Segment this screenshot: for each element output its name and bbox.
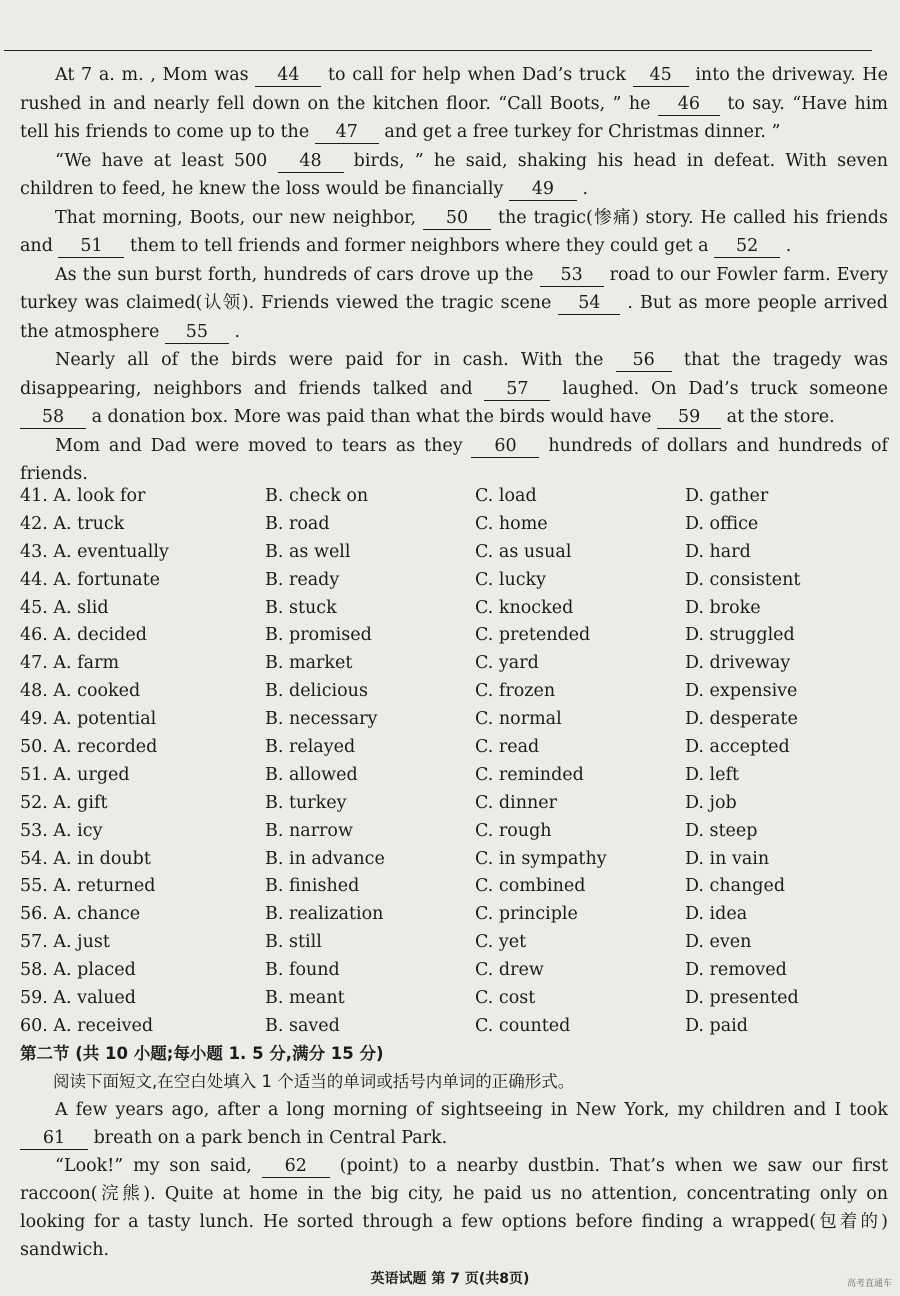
option-text: C. rough	[475, 820, 552, 841]
question-number: 47.	[20, 653, 48, 674]
option-c	[475, 539, 685, 567]
option-d	[685, 1013, 888, 1041]
question-row	[20, 762, 888, 790]
text: “We have at least 500	[55, 150, 278, 171]
option-d	[685, 511, 888, 539]
text: that the tragedy was disappearing, neighbors and friends talked and	[20, 350, 888, 399]
option-text: C. yard	[475, 653, 539, 674]
text: road to our Fowler farm. Every turkey was claimed(认领). Friends viewed the tragic scene	[20, 264, 888, 313]
option-b	[265, 818, 475, 846]
option-b	[265, 595, 475, 623]
question-number: 54.	[20, 848, 48, 869]
option-a	[20, 818, 265, 846]
option-text: C. drew	[475, 960, 544, 981]
top-rule	[4, 50, 872, 51]
question-row	[20, 706, 888, 734]
text: Nearly all of the birds were paid for in cash. With the	[55, 350, 616, 370]
option-a	[20, 762, 265, 790]
text: Mom and Dad were moved to tears as they	[55, 435, 472, 456]
option-text: A. valued	[53, 988, 136, 1009]
option-d	[685, 873, 888, 901]
option-text: C. lucky	[475, 569, 547, 590]
option-b	[265, 734, 475, 762]
option-text: A. look for	[53, 486, 146, 506]
blank-50: 50	[423, 207, 491, 230]
option-b	[265, 901, 475, 929]
option-text: B. saved	[265, 1015, 340, 1036]
option-a	[20, 511, 265, 539]
option-text: C. principle	[475, 904, 578, 925]
option-text: B. finished	[265, 876, 360, 897]
option-text: A. placed	[53, 960, 136, 981]
option-b	[265, 846, 475, 874]
option-text: A. icy	[53, 820, 103, 841]
option-b	[265, 650, 475, 678]
question-number: 57.	[20, 932, 48, 953]
answer-options-table	[20, 483, 888, 1041]
option-c	[475, 650, 685, 678]
option-text: D. desperate	[685, 709, 798, 730]
option-text: D. office	[685, 513, 759, 534]
paragraph-6	[20, 432, 888, 489]
option-text: D. expensive	[685, 681, 798, 702]
cloze-passage	[20, 61, 888, 489]
option-text: C. load	[475, 486, 537, 506]
option-text: B. still	[265, 932, 322, 953]
text: and get a free turkey for Christmas dinner. ”	[378, 122, 781, 142]
option-text: D. idea	[685, 904, 748, 925]
option-d	[685, 595, 888, 623]
option-c	[475, 818, 685, 846]
blank-44: 44	[255, 64, 321, 87]
question-row	[20, 567, 888, 595]
option-text: A. truck	[53, 513, 125, 534]
option-text: C. yet	[475, 932, 527, 953]
option-d	[685, 734, 888, 762]
option-text: A. gift	[53, 792, 108, 813]
text: to call for help when Dad’s truck	[321, 65, 633, 85]
option-text: A. urged	[53, 764, 130, 785]
option-b	[265, 790, 475, 818]
question-number: 51.	[20, 764, 48, 785]
option-d	[685, 650, 888, 678]
text: hundreds of dollars and hundreds of friends.	[20, 435, 888, 484]
option-text: C. normal	[475, 709, 562, 730]
option-text: B. road	[265, 513, 330, 534]
option-a	[20, 957, 265, 985]
question-number: 55.	[20, 876, 48, 897]
section-instruction: 阅读下面短文,在空白处填入 1 个适当的单词或括号内单词的正确形式。	[53, 1072, 575, 1091]
option-text: A. in doubt	[53, 848, 151, 869]
option-text: A. potential	[53, 709, 157, 730]
option-text: D. accepted	[685, 737, 790, 758]
option-text: A. decided	[53, 625, 147, 646]
option-text: A. just	[53, 932, 110, 953]
option-a	[20, 622, 265, 650]
option-c	[475, 790, 685, 818]
blank-51: 51	[58, 235, 124, 258]
blank-52: 52	[714, 235, 780, 258]
option-b	[265, 706, 475, 734]
option-b	[265, 483, 475, 511]
question-number: 49.	[20, 709, 48, 730]
paragraph-4	[20, 261, 888, 347]
option-text: B. as well	[265, 541, 351, 562]
option-text: C. in sympathy	[475, 848, 607, 869]
blank-46: 46	[658, 93, 720, 116]
option-b	[265, 678, 475, 706]
option-text: A. received	[53, 1015, 154, 1036]
blank-60: 60	[471, 435, 539, 458]
question-number: 53.	[20, 820, 48, 841]
option-text: C. knocked	[475, 597, 574, 618]
option-d	[685, 622, 888, 650]
option-text: B. promised	[265, 625, 372, 646]
option-text: C. home	[475, 513, 548, 534]
option-text: B. meant	[265, 988, 345, 1009]
text: breath on a park bench in Central Park.	[88, 1128, 448, 1148]
question-number: 44.	[20, 569, 48, 590]
text: birds, ” he said, shaking his head in defeat. With seven children to feed, he knew the loss would be financially	[20, 150, 888, 199]
paragraph-3	[20, 204, 888, 261]
question-row	[20, 818, 888, 846]
blank-54: 54	[558, 292, 620, 315]
option-d	[685, 567, 888, 595]
option-text: B. market	[265, 653, 353, 674]
option-text: D. removed	[685, 960, 787, 981]
question-number: 42.	[20, 513, 48, 534]
option-a	[20, 985, 265, 1013]
blank-59: 59	[657, 406, 721, 429]
option-d	[685, 539, 888, 567]
option-c	[475, 595, 685, 623]
option-d	[685, 706, 888, 734]
text: . But as more people arrived the atmosphere	[20, 293, 888, 342]
option-b	[265, 985, 475, 1013]
option-a	[20, 790, 265, 818]
option-text: C. counted	[475, 1015, 571, 1036]
option-d	[685, 985, 888, 1013]
question-row	[20, 985, 888, 1013]
option-text: B. turkey	[265, 792, 347, 813]
text: That morning, Boots, our new neighbor,	[55, 207, 424, 228]
option-text: D. driveway	[685, 653, 791, 674]
blank-57: 57	[484, 378, 550, 401]
option-d	[685, 762, 888, 790]
question-row	[20, 678, 888, 706]
question-row	[20, 846, 888, 874]
option-c	[475, 567, 685, 595]
option-c	[475, 511, 685, 539]
option-text: D. consistent	[685, 569, 801, 590]
text: A few years ago, after a long morning of sightseeing in New York, my children and I took	[55, 1100, 888, 1120]
option-text: C. combined	[475, 876, 586, 897]
option-c	[475, 873, 685, 901]
option-a	[20, 678, 265, 706]
section2-paragraph-2	[20, 1152, 888, 1264]
option-text: D. left	[685, 764, 739, 785]
option-b	[265, 539, 475, 567]
blank-58: 58	[20, 406, 86, 429]
blank-47: 47	[315, 121, 379, 144]
blank-55: 55	[165, 321, 229, 344]
question-row	[20, 650, 888, 678]
option-a	[20, 1013, 265, 1041]
corner-watermark: 高考直通车	[846, 1279, 892, 1289]
text: them to tell friends and former neighbors where they could get a	[124, 236, 715, 256]
paragraph-5	[20, 346, 888, 432]
option-a	[20, 567, 265, 595]
question-row	[20, 595, 888, 623]
option-c	[475, 929, 685, 957]
option-text: A. slid	[53, 597, 109, 618]
text: the tragic(惨痛) story. He called his friends and	[20, 207, 888, 256]
option-d	[685, 483, 888, 511]
option-text: C. read	[475, 737, 540, 758]
question-row	[20, 1013, 888, 1041]
question-number: 50.	[20, 737, 48, 758]
blank-61: 61	[20, 1127, 88, 1150]
option-text: D. presented	[685, 988, 799, 1009]
option-text: D. hard	[685, 541, 751, 562]
option-c	[475, 622, 685, 650]
option-a	[20, 595, 265, 623]
option-text: C. frozen	[475, 681, 556, 702]
question-number: 56.	[20, 904, 48, 925]
option-text: A. fortunate	[53, 569, 160, 590]
question-row	[20, 790, 888, 818]
option-c	[475, 706, 685, 734]
option-text: A. chance	[53, 904, 141, 925]
option-c	[475, 1013, 685, 1041]
option-d	[685, 957, 888, 985]
paragraph-1	[20, 61, 888, 147]
option-a	[20, 539, 265, 567]
option-d	[685, 678, 888, 706]
option-c	[475, 678, 685, 706]
text: As the sun burst forth, hundreds of cars drove up the	[55, 264, 540, 285]
blank-45: 45	[633, 64, 689, 87]
blank-56: 56	[616, 349, 672, 372]
section2-paragraph-1	[20, 1096, 888, 1152]
option-c	[475, 957, 685, 985]
question-number: 41.	[20, 486, 48, 506]
option-b	[265, 873, 475, 901]
option-c	[475, 762, 685, 790]
option-b	[265, 762, 475, 790]
option-text: B. narrow	[265, 820, 353, 841]
option-text: C. as usual	[475, 541, 572, 562]
text: at the store.	[721, 407, 835, 427]
blank-48: 48	[278, 150, 344, 173]
question-number: 45.	[20, 597, 48, 618]
question-row	[20, 901, 888, 929]
option-text: B. delicious	[265, 681, 368, 702]
option-text: D. job	[685, 792, 737, 813]
option-c	[475, 901, 685, 929]
option-c	[475, 985, 685, 1013]
option-text: A. returned	[53, 876, 156, 897]
text: into the driveway. He rushed in and nearly fell down on the kitchen floor. “Call Boots, ” he	[20, 65, 888, 114]
text: “Look!” my son said,	[55, 1156, 262, 1176]
text: .	[780, 236, 792, 256]
option-text: D. paid	[685, 1015, 748, 1036]
option-text: A. farm	[53, 653, 120, 674]
option-text: A. cooked	[53, 681, 141, 702]
option-text: C. pretended	[475, 625, 591, 646]
option-text: D. even	[685, 932, 752, 953]
text: At 7 a. m. , Mom was	[55, 65, 256, 85]
text: to say. “Have him tell his friends to come up to the	[20, 93, 888, 142]
text: a donation box. More was paid than what the birds would have	[86, 407, 658, 427]
option-text: D. changed	[685, 876, 786, 897]
option-d	[685, 929, 888, 957]
text: laughed. On Dad’s truck someone	[550, 378, 888, 399]
option-a	[20, 901, 265, 929]
option-text: C. dinner	[475, 792, 557, 813]
option-a	[20, 734, 265, 762]
option-d	[685, 818, 888, 846]
option-text: A. eventually	[53, 541, 169, 562]
question-row	[20, 539, 888, 567]
option-d	[685, 790, 888, 818]
option-text: D. in vain	[685, 848, 770, 869]
option-b	[265, 1013, 475, 1041]
option-b	[265, 567, 475, 595]
option-text: D. broke	[685, 597, 761, 618]
option-text: A. recorded	[53, 737, 158, 758]
question-number: 48.	[20, 681, 48, 702]
question-row	[20, 929, 888, 957]
option-text: B. allowed	[265, 764, 358, 785]
question-row	[20, 734, 888, 762]
question-number: 59.	[20, 988, 48, 1009]
option-text: D. steep	[685, 820, 758, 841]
section-heading: 第二节 (共 10 小题;每小题 1. 5 分,满分 15 分)	[20, 1044, 384, 1063]
text: .	[576, 179, 589, 199]
option-text: C. reminded	[475, 764, 584, 785]
option-a	[20, 483, 265, 511]
page-footer: 英语试题 第 7 页(共8页)	[370, 1271, 530, 1287]
option-text: B. in advance	[265, 848, 385, 869]
option-a	[20, 706, 265, 734]
option-c	[475, 734, 685, 762]
section-2	[20, 1040, 888, 1264]
option-a	[20, 873, 265, 901]
option-text: B. ready	[265, 569, 340, 590]
option-a	[20, 650, 265, 678]
question-number: 43.	[20, 541, 48, 562]
option-b	[265, 511, 475, 539]
text: .	[228, 321, 241, 342]
option-a	[20, 929, 265, 957]
option-a	[20, 846, 265, 874]
option-b	[265, 929, 475, 957]
option-text: D. gather	[685, 486, 769, 506]
option-b	[265, 957, 475, 985]
text: (point) to a nearby dustbin. That’s when we saw our first raccoon(浣熊). Quite at home in the big city, he paid us no attention, concentrating only on looking for a tasty lunch. He sorted through a few options before finding a wrapped(包着的) sandwich.	[20, 1156, 888, 1260]
question-row	[20, 483, 888, 511]
option-d	[685, 901, 888, 929]
question-row	[20, 622, 888, 650]
option-text: B. relayed	[265, 737, 356, 758]
option-text: B. realization	[265, 904, 384, 925]
question-row	[20, 957, 888, 985]
option-d	[685, 846, 888, 874]
option-b	[265, 622, 475, 650]
question-row	[20, 873, 888, 901]
option-text: B. check on	[265, 486, 369, 506]
blank-62: 62	[262, 1155, 330, 1178]
question-number: 46.	[20, 625, 48, 646]
question-number: 60.	[20, 1015, 48, 1036]
option-text: B. necessary	[265, 709, 378, 730]
option-text: D. struggled	[685, 625, 795, 646]
option-text: B. stuck	[265, 597, 337, 618]
option-c	[475, 846, 685, 874]
blank-49: 49	[509, 178, 577, 201]
paragraph-2	[20, 147, 888, 204]
question-number: 58.	[20, 960, 48, 981]
option-c	[475, 483, 685, 511]
question-row	[20, 511, 888, 539]
question-number: 52.	[20, 792, 48, 813]
option-text: C. cost	[475, 988, 536, 1009]
blank-53: 53	[540, 264, 604, 287]
option-text: B. found	[265, 960, 340, 981]
